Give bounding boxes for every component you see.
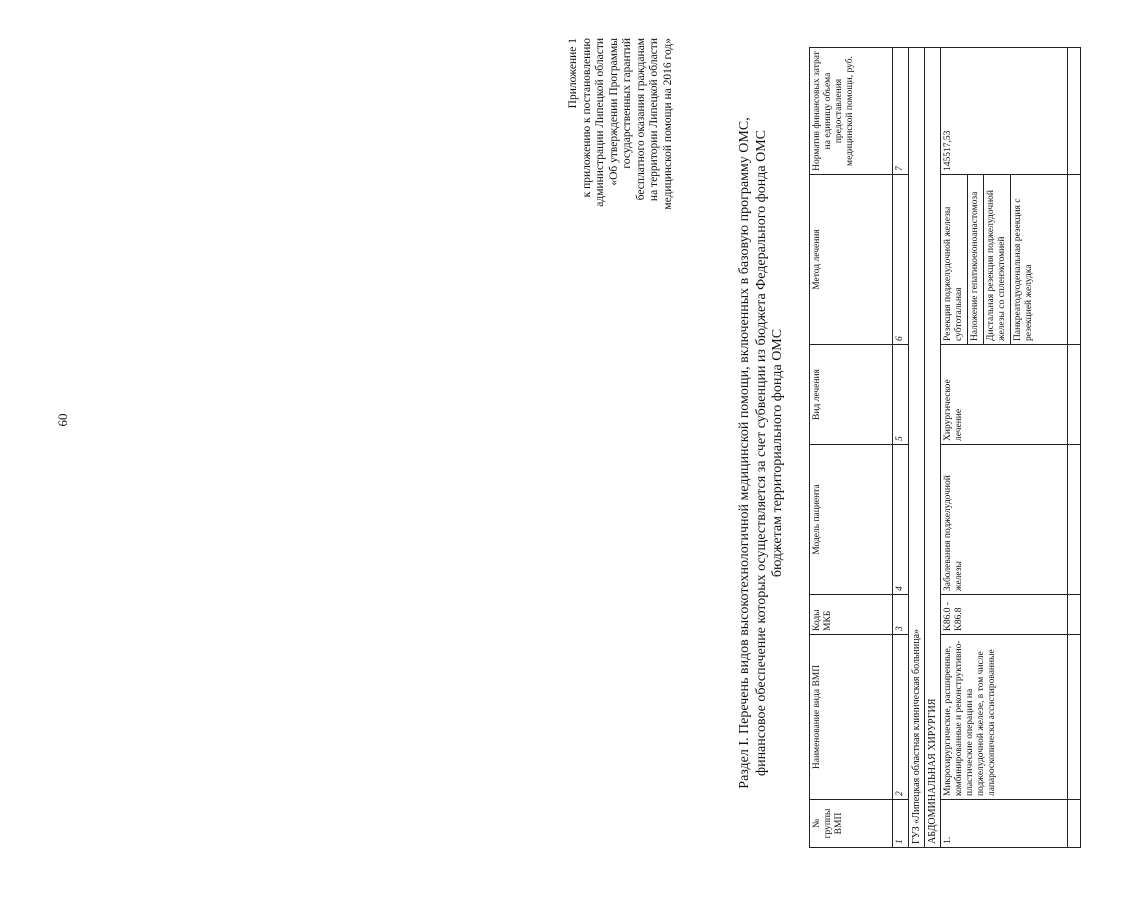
page-number: 60: [55, 413, 70, 427]
column-number: 2: [893, 635, 909, 800]
method-item: Наложение гепатикоеюноанастомоза: [968, 175, 984, 344]
appendix-header: [567, 38, 675, 398]
section-title-line: бюджетам территориального фонда ОМС: [770, 328, 785, 578]
empty-cell: [1068, 595, 1081, 635]
method-item: Панкреатодуоденальная резекция с резекцией желудка: [1013, 198, 1034, 341]
organization-row: [909, 48, 925, 848]
table-header-row: [810, 48, 893, 848]
rotated-page-content: [567, 28, 1142, 868]
empty-cell: [1068, 175, 1081, 345]
method-item: Резекция поджелудочной железы субтотальная: [941, 175, 968, 344]
appendix-line: Приложение 1: [567, 38, 579, 109]
column-number: 4: [893, 445, 909, 595]
column-number: 6: [893, 175, 909, 345]
cell-group: 1.: [941, 800, 1068, 848]
empty-cell: [1068, 635, 1081, 800]
header-method: Метод лечения: [810, 175, 893, 345]
empty-cell: [1068, 48, 1081, 175]
column-number: 7: [893, 48, 909, 175]
header-treatment: Вид лечения: [810, 345, 893, 445]
cell-name: Микрохирургические, расширенные, комбинированные и реконструктивно-пластические операции на поджелудочной железе, в том числе лапароскопически ассистированные: [941, 635, 1068, 800]
section-title-line: финансовое обеспечение которых осуществляется за счет субвенции из бюджета Федерального фонда ОМС: [753, 130, 769, 776]
appendix-line: «Об утверждении Программы: [607, 38, 620, 186]
cell-codes: K86.0 - K86.8: [941, 595, 1068, 635]
cell-cost: 145517,53: [941, 48, 1068, 175]
header-model: Модель пациента: [810, 445, 893, 595]
appendix-line: бесплатного оказания гражданам: [634, 38, 647, 201]
table-row: [1068, 48, 1081, 848]
cell-treatment: Хирургическое лечение: [941, 345, 1068, 445]
method-item: Дистальная резекция поджелудочной железы со спленэктомией: [984, 175, 1011, 344]
section-title-line: Раздел I. Перечень видов высокотехнологичной медицинской помощи, включенных в базовую программу ОМС,: [737, 117, 752, 789]
appendix-line: администрации Липецкой области: [594, 38, 606, 207]
empty-cell: [1068, 445, 1081, 595]
appendix-line: медицинской помощи на 2016 год»: [661, 38, 674, 210]
section-row: [925, 48, 941, 848]
empty-cell: [1068, 800, 1081, 848]
cell-methods: [941, 175, 1068, 345]
column-number-row: [893, 48, 909, 848]
header-group: № группы ВМП: [810, 800, 893, 848]
column-number: 5: [893, 345, 909, 445]
table-row: [941, 48, 1068, 848]
organization-name: ГУЗ «Липецкая областная клиническая больница»: [909, 48, 925, 848]
section-title: [737, 53, 787, 853]
appendix-line: на территории Липецкой области: [648, 38, 660, 202]
appendix-line: государственных гарантий: [621, 38, 633, 169]
appendix-line: к приложению к постановлению: [580, 38, 593, 198]
section-name: АБДОМИНАЛЬНАЯ ХИРУРГИЯ: [925, 48, 941, 848]
cell-model: Заболевания поджелудочной железы: [941, 445, 1068, 595]
header-name: Наименование вида ВМП: [810, 635, 893, 800]
header-cost: Норматив финансовых затрат на единицу объема предоставления медицинской помощи, руб.: [810, 48, 893, 175]
header-codes: Коды МКБ: [810, 595, 893, 635]
column-number: 1: [893, 800, 909, 848]
empty-cell: [1068, 345, 1081, 445]
vmp-table: [809, 47, 1081, 848]
column-number: 3: [893, 595, 909, 635]
